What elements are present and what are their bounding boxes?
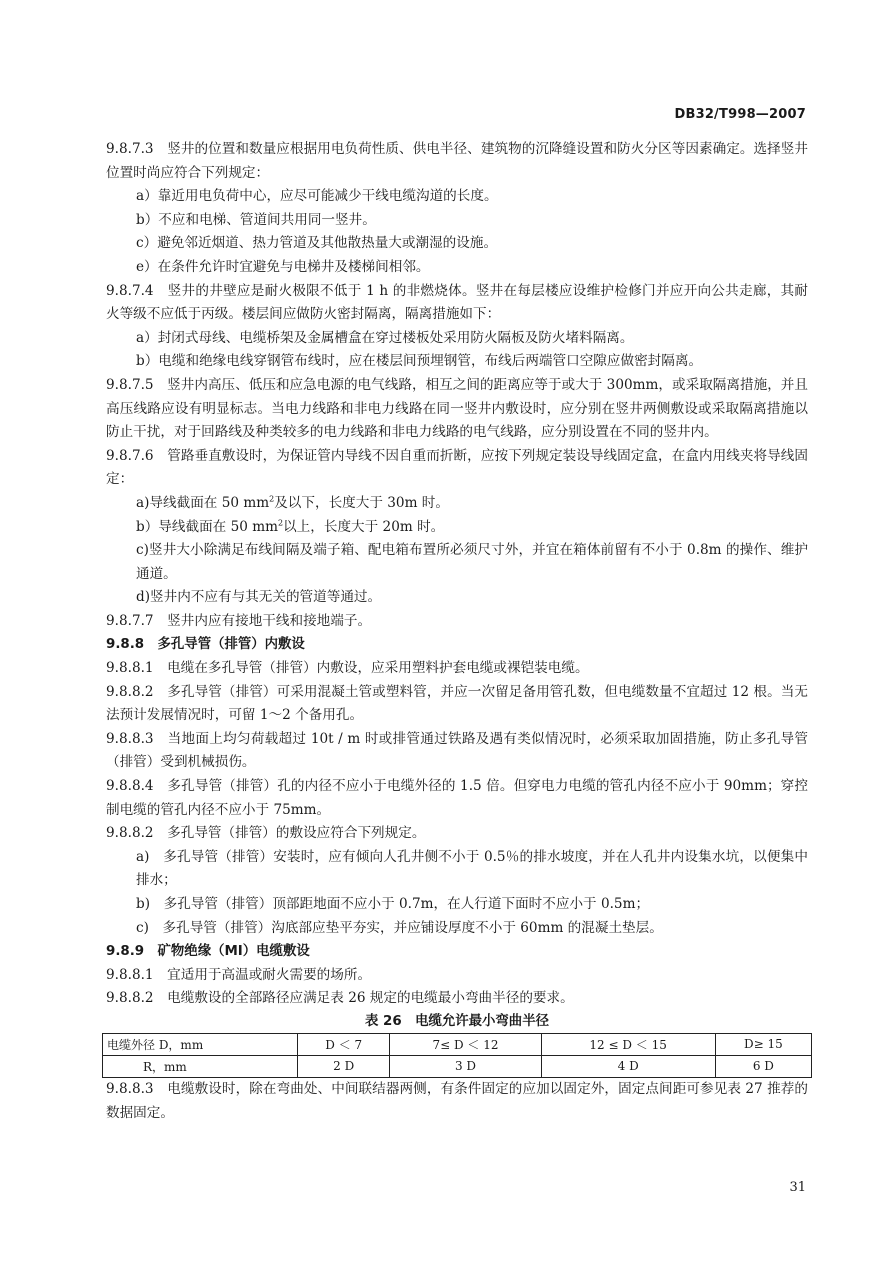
list-item: c)竖井大小除满足布线间隔及端子箱、配电箱布置所必须尺寸外，并宜在箱体前留有不小于 0.8m 的操作、维护通道。 xyxy=(136,542,808,582)
list-item: b) 多孔导管（排管）顶部距地面不应小于 0.7m，在人行道下面时不应小于 0.5m； xyxy=(136,896,650,912)
table-cell: 12 ≤ D ＜ 15 xyxy=(541,1033,715,1055)
paragraph: 9.8.8.3 当地面上均匀荷载超过 10t / m 时或排管通过铁路及遇有类似情况时，必须采取加固措施，防止多孔导管（排管）受到机械损伤。 xyxy=(106,730,808,771)
paragraph: 9.8.8.2 多孔导管（排管）的敷设应符合下列规定。 xyxy=(106,825,426,842)
table-row xyxy=(103,1055,812,1077)
page-number: 31 xyxy=(789,1180,806,1195)
section-heading: 9.8.9 矿物绝缘（MI）电缆敷设 xyxy=(106,944,310,960)
list-item: b）不应和电梯、管道间共用同一竖井。 xyxy=(136,211,376,228)
paragraph: 9.8.8.2 多孔导管（排管）可采用混凝土管或塑料管，并应一次留足备用管孔数，但电缆数量不宜超过 12 根。当无法预计发展情况时，可留 1～2 个备用孔。 xyxy=(106,683,808,724)
list-item: a）封闭式母线、电缆桥架及金属槽盒在穿过楼板处采用防火隔板及防火堵料隔离。 xyxy=(136,329,634,346)
table-cell: 3 D xyxy=(390,1055,541,1077)
list-item: c) 多孔导管（排管）沟底部应垫平夯实，并应铺设厚度不小于 60mm 的混凝土垫层。 xyxy=(136,919,663,936)
table-cell: R，mm xyxy=(103,1055,298,1077)
table-cell: 电缆外径 D，mm xyxy=(103,1033,298,1055)
paragraph: 9.8.7.5 竖井内高压、低压和应急电源的电气线路，相互之间的距离应等于或大于 300mm，或采取隔离措施，并且高压线路应设有明显标志。当电力线路和非电力线路在同一竖井内敷设时，应分别在竖井两侧敷设或采取隔离措施以防止干扰，对于回路线及种类较多的电力线路和非电力线路的电气线路，应分别设置在不同的竖井内。 xyxy=(106,376,808,441)
list-item: e）在条件允许时宜避免与电梯井及楼梯间相邻。 xyxy=(136,258,430,275)
page-content xyxy=(106,138,808,1125)
paragraph: 9.8.8.4 多孔导管（排管）孔的内径不应小于电缆外径的 1.5 倍。但穿电力电缆的管孔内径不应小于 90mm；穿控制电缆的管孔内径不应小于 75mm。 xyxy=(106,778,808,818)
table-cell: 6 D xyxy=(715,1055,811,1077)
list-item: b）导线截面在 50 $mm^2$以上，长度大于 20m 时。 xyxy=(136,517,445,535)
document-code: DB32/T998—2007 xyxy=(674,107,806,122)
paragraph: 9.8.8.2 电缆敷设的全部路径应满足表 26 规定的电缆最小弯曲半径的要求。 xyxy=(106,990,574,1007)
paragraph: 9.8.7.7 竖井内应有接地干线和接地端子。 xyxy=(106,612,372,629)
section-9-8-7 xyxy=(106,138,808,492)
table-cell: D≥ 15 xyxy=(715,1033,811,1055)
table-cell: 2 D xyxy=(298,1055,390,1077)
paragraph: 9.8.7.4 竖井的井壁应是耐火极限不低于 1 h 的非燃烧体。竖井在每层楼应设维护检修门并应开向公共走廊，其耐火等级不应低于丙级。楼层间应做防火密封隔离，隔离措施如下： xyxy=(106,282,808,323)
paragraph: 9.8.8.1 电缆在多孔导管（排管）内敷设，应采用塑料护套电缆或裸铠装电缆。 xyxy=(106,660,589,677)
list-item: c）避免邻近烟道、热力管道及其他散热量大或潮湿的设施。 xyxy=(136,235,498,252)
list-item: b）电缆和绝缘电线穿钢管布线时，应在楼层间预埋钢管，布线后两端管口空隙应做密封隔离。 xyxy=(136,353,703,370)
list-item: a) 多孔导管（排管）安装时，应有倾向人孔井侧不小于 0.5％的排水坡度，并在人孔井内设集水坑，以便集中排水； xyxy=(136,848,808,889)
paragraph: 9.8.8.3 电缆敷设时，除在弯曲处、中间联结器两侧，有条件固定的应加以固定外，固定点间距可参见表 27 推荐的数据固定。 xyxy=(106,1080,808,1121)
section-heading: 9.8.8 多孔导管（排管）内敷设 xyxy=(106,637,305,653)
table-cell: 7≤ D ＜ 12 xyxy=(390,1033,541,1055)
paragraph: 9.8.7.6 管路垂直敷设时，为保证管内导线不因自重而折断，应按下列规定装设导线固定盒，在盒内用线夹将导线固定： xyxy=(106,447,808,488)
list-item: a）靠近用电负荷中心，应尽可能减少干线电缆沟道的长度。 xyxy=(136,188,498,205)
paragraph: 9.8.8.1 宜适用于高温或耐火需要的场所。 xyxy=(106,966,372,983)
table-cell: 4 D xyxy=(541,1055,715,1077)
paragraph: 9.8.7.3 竖井的位置和数量应根据用电负荷性质、供电半径、建筑物的沉降缝设置和防火分区等因素确定。选择竖井位置时尚应符合下列规定： xyxy=(106,141,808,181)
bend-radius-table xyxy=(102,1033,812,1078)
list-item: d)竖井内不应有与其无关的管道等通过。 xyxy=(136,589,382,606)
table-title: 表 26 电缆允许最小弯曲半径 xyxy=(365,1013,549,1029)
table-cell: D ＜ 7 xyxy=(298,1033,390,1055)
list-item: a)导线截面在 50 $mm^2$及以下，长度大于 30m 时。 xyxy=(136,494,449,511)
table-row xyxy=(103,1033,812,1055)
section-9-8-8-and-9-8-9 xyxy=(106,539,808,1011)
